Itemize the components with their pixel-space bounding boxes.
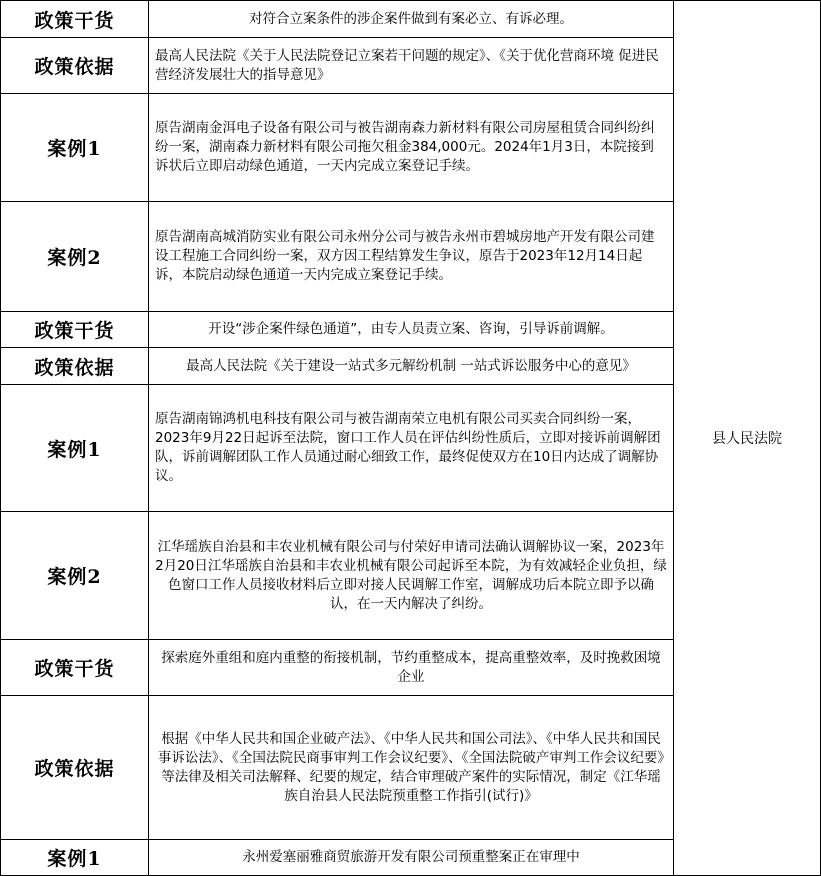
row-label: 政策干货 — [1, 1, 149, 38]
row-content: 永州爱塞丽雅商贸旅游开发有限公司预重整案正在审理中 — [149, 840, 674, 876]
row-content: 最高人民法院《关于建设一站式多元解纷机制 一站式诉讼服务中心的意见》 — [149, 348, 674, 385]
row-label: 政策干货 — [1, 312, 149, 348]
row-label: 案例2 — [1, 512, 149, 640]
row-label: 政策依据 — [1, 38, 149, 94]
row-label: 政策依据 — [1, 348, 149, 385]
row-content: 开设“涉企案件绿色通道”，由专人员责立案、咨询，引导诉前调解。 — [149, 312, 674, 348]
table-row — [1, 1, 821, 38]
court-name: 县人民法院 — [674, 1, 821, 876]
row-label: 案例1 — [1, 94, 149, 202]
row-content: 原告湖南高城消防实业有限公司永州分公司与被告永州市碧城房地产开发有限公司建设工程施工合同纠纷一案，双方因工程结算发生争议，原告于2023年12月14日起诉，本院启动绿色通道一天内完成立案登记手续。 — [149, 202, 674, 312]
row-label: 政策依据 — [1, 696, 149, 840]
row-label: 案例2 — [1, 202, 149, 312]
row-label: 案例1 — [1, 840, 149, 876]
row-content: 对符合立案条件的涉企案件做到有案必立、有诉必理。 — [149, 1, 674, 38]
row-content: 最高人民法院《关于人民法院登记立案若干问题的规定》、《关于优化营商环境 促进民营经济发展壮大的指导意见》 — [149, 38, 674, 94]
row-label: 政策干货 — [1, 640, 149, 696]
row-content: 探索庭外重组和庭内重整的衔接机制，节约重整成本，提高重整效率，及时挽救困境企业 — [149, 640, 674, 696]
row-label: 案例1 — [1, 385, 149, 512]
row-content: 原告湖南金洱电子设备有限公司与被告湖南森力新材料有限公司房屋租赁合同纠纷纠纷一案，湖南森力新材料有限公司拖欠租金384,000元。2024年1月3日，本院接到诉状后立即启动绿色通道，一天内完成立案登记手续。 — [149, 94, 674, 202]
row-content: 江华瑶族自治县和丰农业机械有限公司与付荣好申请司法确认调解协议一案，2023年2月20日江华瑶族自治县和丰农业机械有限公司起诉至本院，为有效减轻企业负担，绿色窗口工作人员接收材料后立即对接人民调解工作室，调解成功后本院立即予以确认，在一天内解决了纠纷。 — [149, 512, 674, 640]
row-content: 原告湖南锦鸿机电科技有限公司与被告湖南荣立电机有限公司买卖合同纠纷一案，2023年9月22日起诉至法院，窗口工作人员在评估纠纷性质后，立即对接诉前调解团队，诉前调解团队工作人员通过耐心细致工作，最终促使双方在10日内达成了调解协议。 — [149, 385, 674, 512]
row-content: 根据《中华人民共和国企业破产法》、《中华人民共和国公司法》、《中华人民共和国民事诉讼法》、《全国法院民商事审判工作会议纪要》、《全国法院破产审判工作会议纪要》等法律及相关司法解释、纪要的规定，结合审理破产案件的实际情况，制定《江华瑶族自治县人民法院预重整工作指引(试行)》 — [149, 696, 674, 840]
